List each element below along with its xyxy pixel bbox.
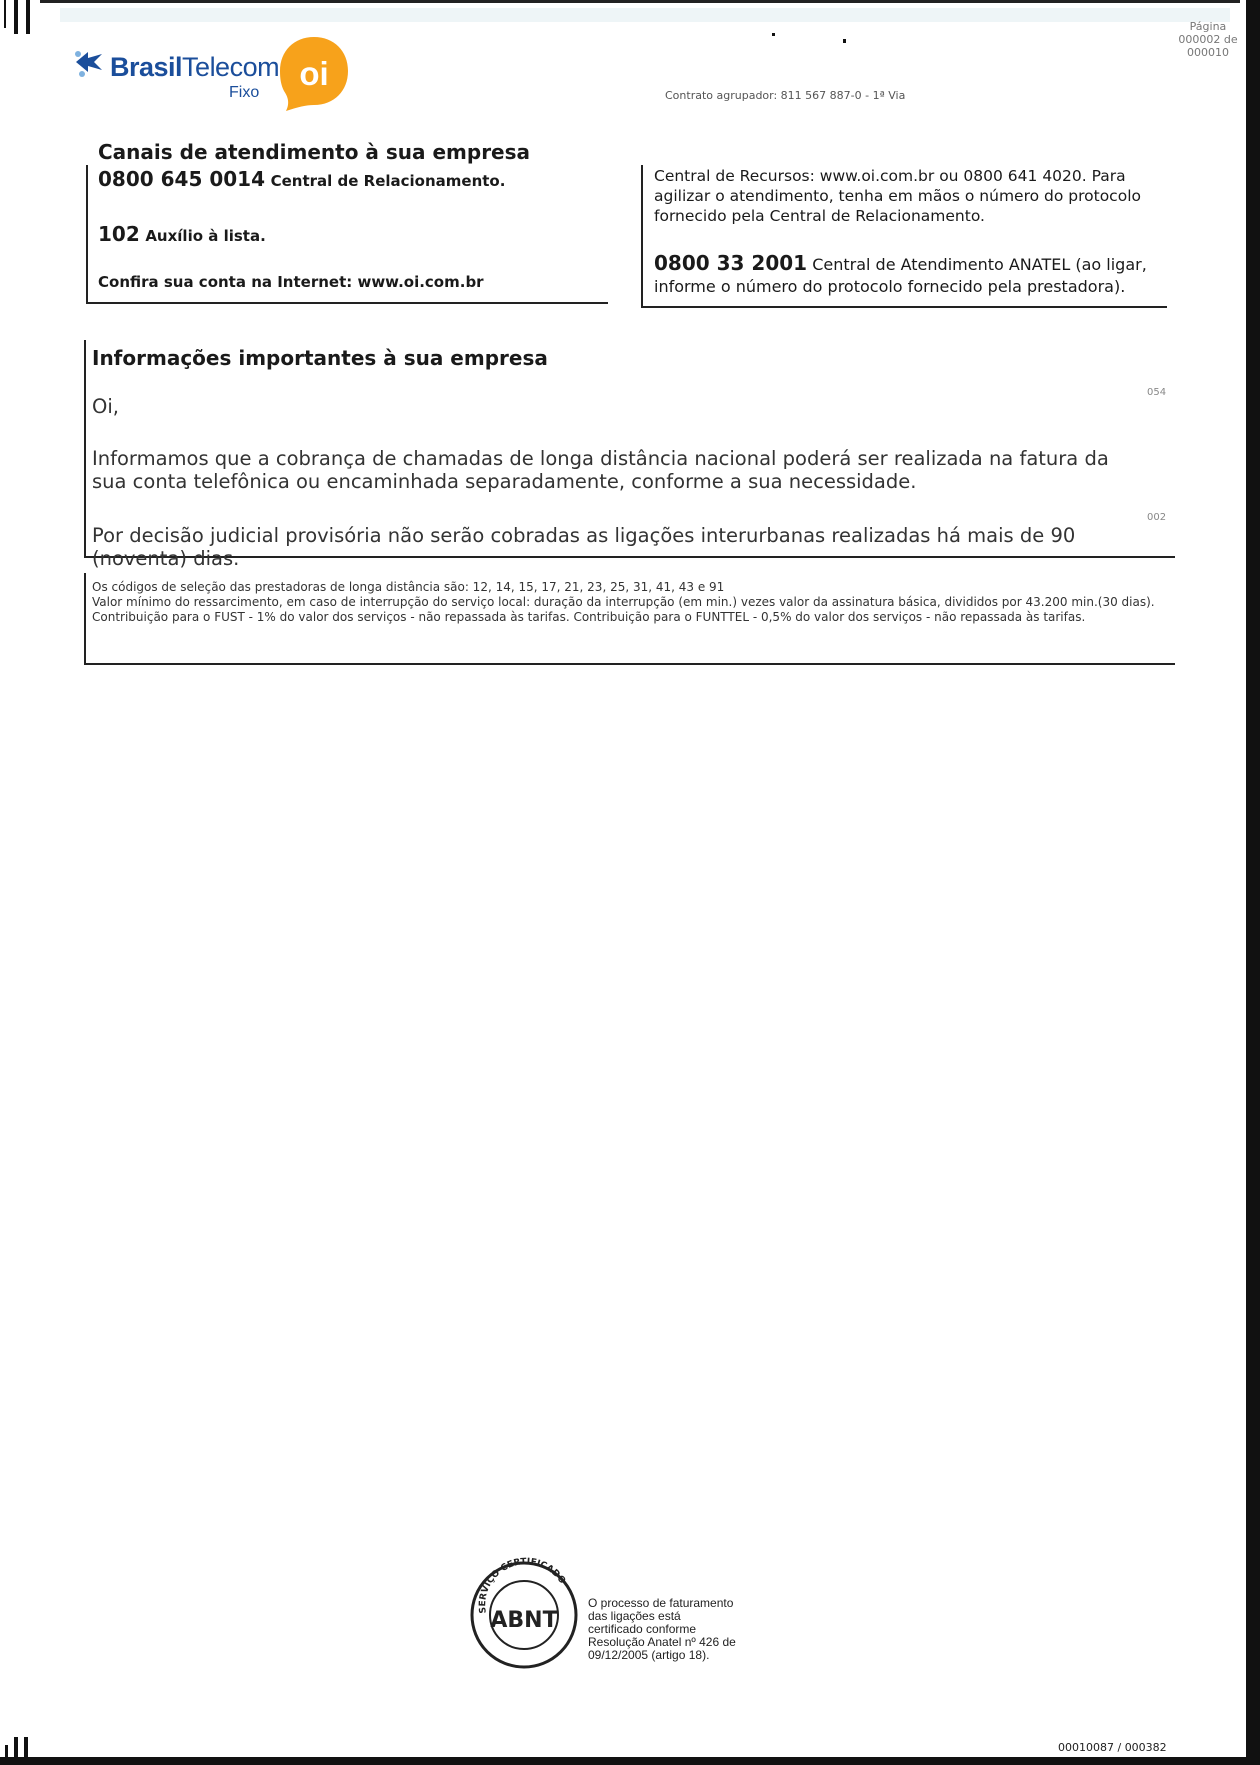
info-code-2: 002 [1147,512,1167,523]
auxilio-phone: 102 [98,222,140,246]
abnt-seal-icon [468,1553,580,1671]
canais-title: Canais de atendimento à sua empresa [98,140,531,164]
top-color-band [60,8,1230,22]
notes-text [92,580,1182,625]
note-line: Os códigos de seleção das prestadoras de longa distância são: 12, 14, 15, 17, 21, 23, 25, 31, 41, 43 e 91 [92,580,725,594]
info-greeting: Oi, [92,395,119,418]
page-label: Página [1189,20,1227,33]
brasil-telecom-icon [74,48,108,78]
scan-mark [24,1737,28,1759]
scan-mark [4,0,6,28]
anatel-phone: 0800 33 2001 [654,251,808,275]
anatel-description: Central de Atendimento ANATEL (ao ligar, informe o número do protocolo fornecido pela prestadora). [654,255,1147,296]
note-line: Contribuição para o FUST - 1% do valor dos serviços - não repassada às tarifas. Contribuição para o FUNTTEL - 0,5% do valor dos serviços - não repassada às tarifas. [92,610,1086,624]
brasil-telecom-wordmark: BrasilTelecom [110,52,280,82]
scan-mark [843,39,846,43]
auxilio-lista-line [98,222,266,246]
page-current: 000002 de [1178,33,1238,46]
footer-code: 00010087 / 000382 [1058,1741,1167,1754]
scan-mark [26,0,30,34]
scan-mark [14,1737,18,1759]
central-relacionamento-line [98,167,505,191]
scan-mark [772,33,775,36]
anatel-line [654,252,1159,298]
scan-edge-right [1246,0,1260,1765]
info-paragraph-2: Por decisão judicial provisória não serão cobradas as ligações interurbanas realizadas há mais de 90 (noventa) dias. [92,524,1076,570]
brasil-telecom-subtitle: Fixo [229,84,260,101]
contract-number: Contrato agrupador: 811 567 887-0 - 1ª Via [665,89,906,102]
auxilio-label: Auxílio à lista. [145,227,266,245]
scan-edge-bottom [0,1757,1260,1765]
website-line: Confira sua conta na Internet: www.oi.com.br [98,273,484,291]
info-title: Informações importantes à sua empresa [92,346,548,370]
scan-mark [5,1745,8,1759]
scan-mark [14,0,18,34]
seal-arc-text: SERVIÇO CERTIFICADO [478,1557,568,1614]
info-code-1: 054 [1147,387,1167,398]
note-line: Valor mínimo do ressarcimento, em caso de interrupção do serviço local: duração da interrupção (em min.) vezes valor da assinatura básica, divididos por 43.200 min.(30 dias). [92,595,1155,609]
page-indicator [1170,20,1246,59]
central-recursos-text: Central de Recursos: www.oi.com.br ou 0800 641 4020. Para agilizar o atendimento, tenha em mãos o número do protocolo fornecido pela Central de Relacionamento. [654,167,1141,225]
scan-edge-top [40,0,1240,3]
oi-logo-text: oi [299,55,329,92]
central-phone: 0800 645 0014 [98,167,266,191]
info-paragraph-1: Informamos que a cobrança de chamadas de longa distância nacional poderá ser realizada na fatura da sua conta telefônica ou encaminhada separadamente, conforme a sua necessidade. [92,447,1109,493]
certification-text: O processo de faturamento das ligações está certificado conforme Resolução Anatel nº 426 de 09/12/2005 (artigo 18). [588,1596,736,1662]
page-total: 000010 [1187,46,1229,59]
central-label: Central de Relacionamento. [270,172,506,190]
seal-center-text: ABNT [490,1608,558,1633]
oi-logo [278,35,350,111]
